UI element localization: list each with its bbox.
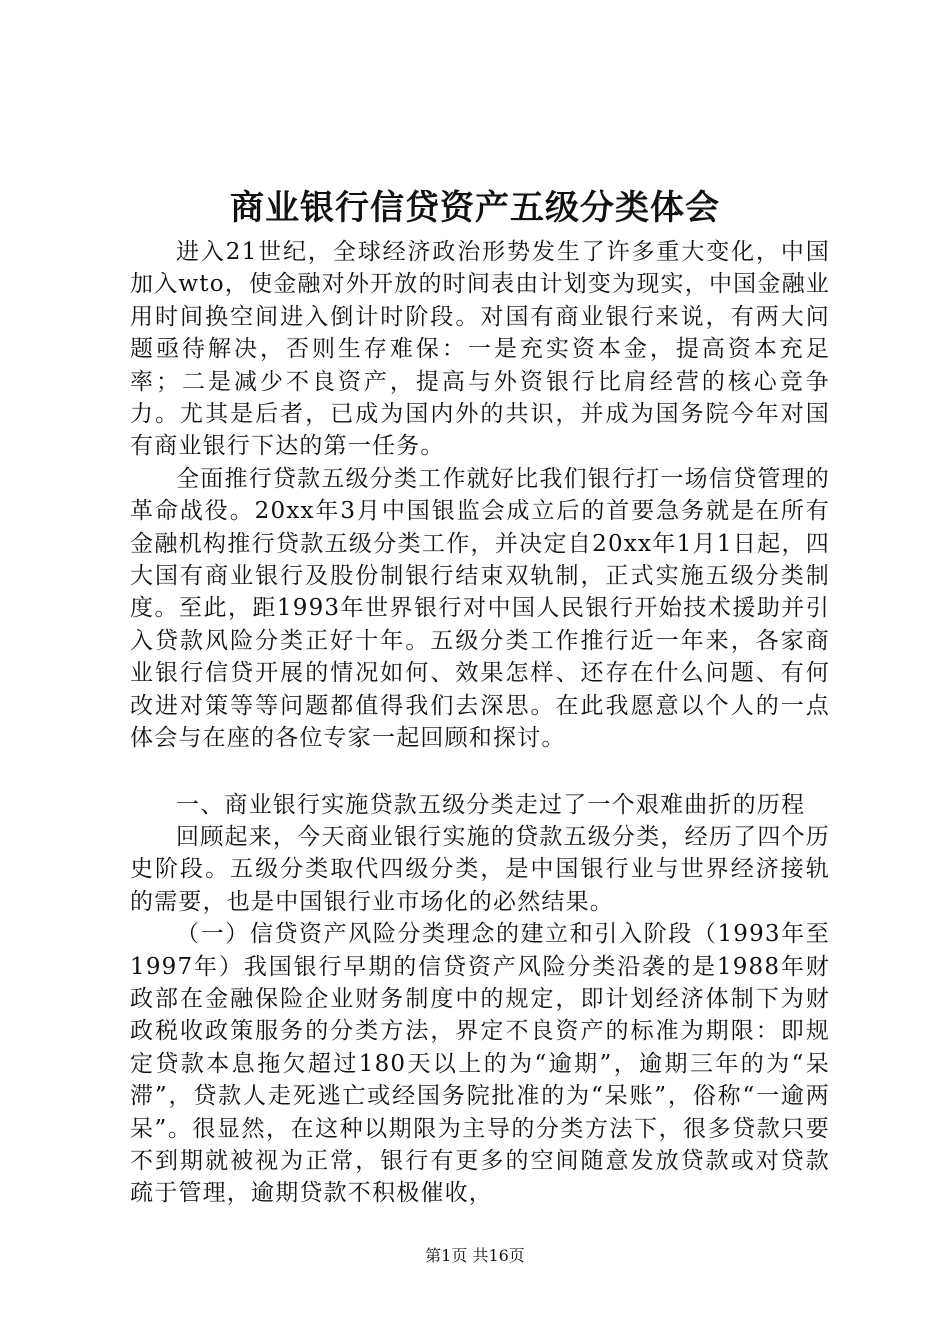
paragraph-spacer: [130, 755, 830, 789]
paragraph-five-level-classification: 全面推行贷款五级分类工作就好比我们银行打一场信贷管理的革命战役。20xx年3月中国银监会成立后的首要急务就是在所有金融机构推行贷款五级分类工作，并决定自20xx年1月1日起，四大国有商业银行及股份制银行结束双轨制，正式实施五级分类制度。至此，距1993年世界银行对中国人民银行开始技术援助并引入贷款风险分类正好十年。五级分类工作推行近一年来，各家商业银行信贷开展的情况如何、效果怎样、还存在什么问题、有何改进对策等等问题都值得我们去深思。在此我愿意以个人的一点体会与在座的各位专家一起回顾和探讨。: [130, 465, 830, 752]
paragraph-review: 回顾起来，今天商业银行实施的贷款五级分类，经历了四个历史阶段。五级分类取代四级分类，是中国银行业与世界经济接轨的需要，也是中国银行业市场化的必然结果。: [130, 823, 830, 915]
document-title: 商业银行信贷资产五级分类体会: [230, 188, 720, 228]
document-body: [130, 236, 830, 1210]
page-footer: 第1页 共16页: [425, 1246, 525, 1265]
paragraph-intro: 进入21世纪，全球经济政治形势发生了许多重大变化，中国加入wto，使金融对外开放的时间表由计划变为现实，中国金融业用时间换空间进入倒计时阶段。对国有商业银行来说，有两大问题亟待解决，否则生存难保：一是充实资本金，提高资本充足率；二是减少不良资产，提高与外资银行比肩经营的核心竞争力。尤其是后者，已成为国内外的共识，并成为国务院今年对国有商业银行下达的第一任务。: [130, 239, 830, 460]
paragraph-stage-one: （一）信贷资产风险分类理念的建立和引入阶段（1993年至1997年）我国银行早期的信贷资产风险分类沿袭的是1988年财政部在金融保险企业财务制度中的规定，即计划经济体制下为财政税收政策服务的分类方法，界定不良资产的标准为期限：即规定贷款本息拖欠超过180天以上的为“逾期”，逾期三年的为“呆滞”，贷款人走死逃亡或经国务院批准的为“呆账”，俗称“一逾两呆”。很显然，在这种以期限为主导的分类方法下，很多贷款只要不到期就被视为正常，银行有更多的空间随意发放贷款或对贷款疏于管理，逾期贷款不积极催收，: [130, 921, 830, 1207]
section-heading: 一、商业银行实施贷款五级分类走过了一个艰难曲折的历程: [176, 791, 806, 818]
